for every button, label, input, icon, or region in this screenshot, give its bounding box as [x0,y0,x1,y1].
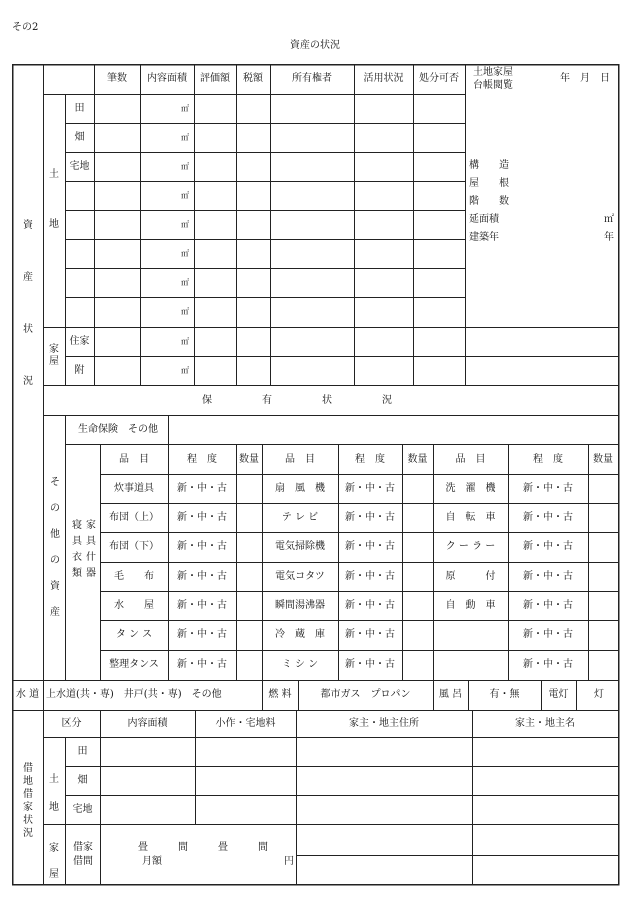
lease-house-tatami: 畳 間 畳 間 [138,842,268,853]
item-grade: 新・中・古 [177,483,227,494]
land-row-label: 畑 [74,132,85,143]
col-area: 内容面積 [147,73,187,84]
ledger-label-1: 土地家屋 [473,67,513,78]
unit-m2: ㎡ [181,307,189,316]
item-grade: 新・中・古 [523,483,573,494]
col-tax: 税額 [243,73,263,84]
building-info-unit: ㎡ [604,214,614,225]
lease-house-vertical: 家 屋 [49,843,69,880]
item-name: ク ー ラ ー [445,541,496,552]
lease-house-monthly: 月額 [142,856,162,867]
items-head-qty-1: 数量 [239,454,259,465]
item-grade: 新・中・古 [177,600,227,611]
light-unit: 灯 [594,689,604,700]
col-count: 筆数 [107,73,127,84]
water-value: 上水道(共・専) 井戸(共・専) その他 [46,689,222,700]
col-owner: 所有権者 [292,73,332,84]
item-name: 自 動 車 [445,600,496,611]
item-grade: 新・中・古 [345,629,395,640]
item-grade: 新・中・古 [345,483,395,494]
building-info-label: 延面積 [469,214,499,225]
page-label: その2 [12,22,39,33]
items-head-grade-3: 程 度 [533,454,563,465]
item-grade: 新・中・古 [523,629,573,640]
land-vertical-label: 土 地 [49,169,69,230]
asset-status-vertical-label: 資産状況 [23,220,33,387]
lease-name: 家主・地主名 [515,718,575,729]
other-assets-vertical-label: その他の資産 [50,477,60,618]
lease-house-yen: 円 [284,856,294,867]
unit-m2: ㎡ [181,191,189,200]
col-disposable: 処分可否 [419,73,459,84]
building-info-unit: 年 [604,232,614,243]
bath-label: 風 呂 [438,689,463,700]
items-head-qty-2: 数量 [407,454,428,465]
land-row-label: 宅地 [69,161,90,172]
building-info-label: 階 数 [469,196,509,207]
item-name: ミ シ ン [281,659,319,670]
item-name: 炊事道具 [114,483,154,494]
lease-rent: 小作・宅地料 [215,718,276,729]
items-head-item-1: 品 目 [119,454,149,465]
item-name: 布団（上） [109,512,159,523]
lease-land-vertical: 土 地 [49,774,69,813]
items-head-grade-2: 程 度 [355,454,385,465]
house-row-label: 附 [74,365,85,376]
item-name: 水 屋 [114,600,154,611]
lease-area: 内容面積 [127,718,168,729]
item-grade: 新・中・古 [523,600,573,611]
unit-m2: ㎡ [181,366,189,375]
unit-m2: ㎡ [181,133,189,142]
items-head-item-3: 品 目 [455,454,486,465]
fuel-value: 都市ガス プロパン [320,689,411,700]
item-grade: 新・中・古 [177,571,227,582]
water-label: 水 道 [15,689,40,700]
ledger-label-2: 台帳閲覧 [473,80,513,91]
lease-land-residential: 宅地 [72,804,93,815]
insurance-label: 生命保険 その他 [78,424,158,435]
holding-status-heading: 保 有 状 況 [202,395,392,406]
item-grade: 新・中・古 [523,659,573,670]
item-name: 洗 濯 機 [445,483,496,494]
lease-house-line1: 借家 [73,842,93,853]
items-head-qty-3: 数量 [593,454,613,465]
unit-m2: ㎡ [181,162,189,171]
item-grade: 新・中・古 [345,541,395,552]
col-valuation: 評価額 [200,73,230,84]
item-grade: 新・中・古 [177,541,227,552]
item-grade: 新・中・古 [177,512,227,523]
item-name: 原 付 [445,571,496,582]
ledger-date: 年 月 日 [560,73,610,84]
unit-m2: ㎡ [181,220,189,229]
building-info-label: 建築年 [469,232,499,243]
item-grade: 新・中・古 [345,512,395,523]
item-name: 自 転 車 [445,512,496,523]
items-head-grade-1: 程 度 [187,454,217,465]
unit-m2: ㎡ [181,337,189,346]
lease-land-field: 畑 [77,775,88,786]
unit-m2: ㎡ [181,104,189,113]
item-grade: 新・中・古 [177,659,227,670]
lease-house-line2: 借間 [73,856,93,867]
house-vertical-label: 家屋 [49,344,59,367]
items-head-item-2: 品 目 [285,454,315,465]
lease-land-paddy: 田 [77,746,88,757]
bath-value: 有・無 [489,689,520,700]
building-info-label: 構 造 [469,160,509,171]
lease-vertical-label: 借地借家状況 [23,763,33,839]
item-grade: 新・中・古 [345,571,395,582]
item-name: テ レ ビ [281,512,319,523]
page-title: 資産の状況 [290,40,340,51]
item-name: 毛 布 [114,571,154,582]
item-name: 整理タンス [109,659,159,670]
item-grade: 新・中・古 [345,659,395,670]
item-grade: 新・中・古 [177,629,227,640]
fuel-label: 燃 料 [268,689,292,700]
item-name: 電気コタツ [275,571,325,582]
building-info-label: 屋 根 [469,178,509,189]
col-usage: 活用状況 [363,73,404,84]
item-grade: 新・中・古 [345,600,395,611]
item-grade: 新・中・古 [523,512,573,523]
item-name: 電気掃除機 [275,541,325,552]
item-name: 扇 風 機 [275,483,325,494]
unit-m2: ㎡ [181,249,189,258]
item-name: 冷 蔵 庫 [275,629,325,640]
lease-address: 家主・地主住所 [349,718,419,729]
item-name: 瞬間湯沸器 [275,600,325,611]
item-name: タ ン ス [115,629,153,640]
light-label: 電灯 [548,689,569,700]
item-grade: 新・中・古 [523,571,573,582]
land-row-label: 田 [74,103,85,114]
item-grade: 新・中・古 [523,541,573,552]
lease-division: 区分 [61,718,82,729]
unit-m2: ㎡ [181,278,189,287]
household-category-b: 寝具衣類 [72,520,82,579]
house-row-label: 住家 [69,336,90,347]
household-category-a: 家具什器 [86,520,96,579]
item-name: 布団（下） [109,541,159,552]
